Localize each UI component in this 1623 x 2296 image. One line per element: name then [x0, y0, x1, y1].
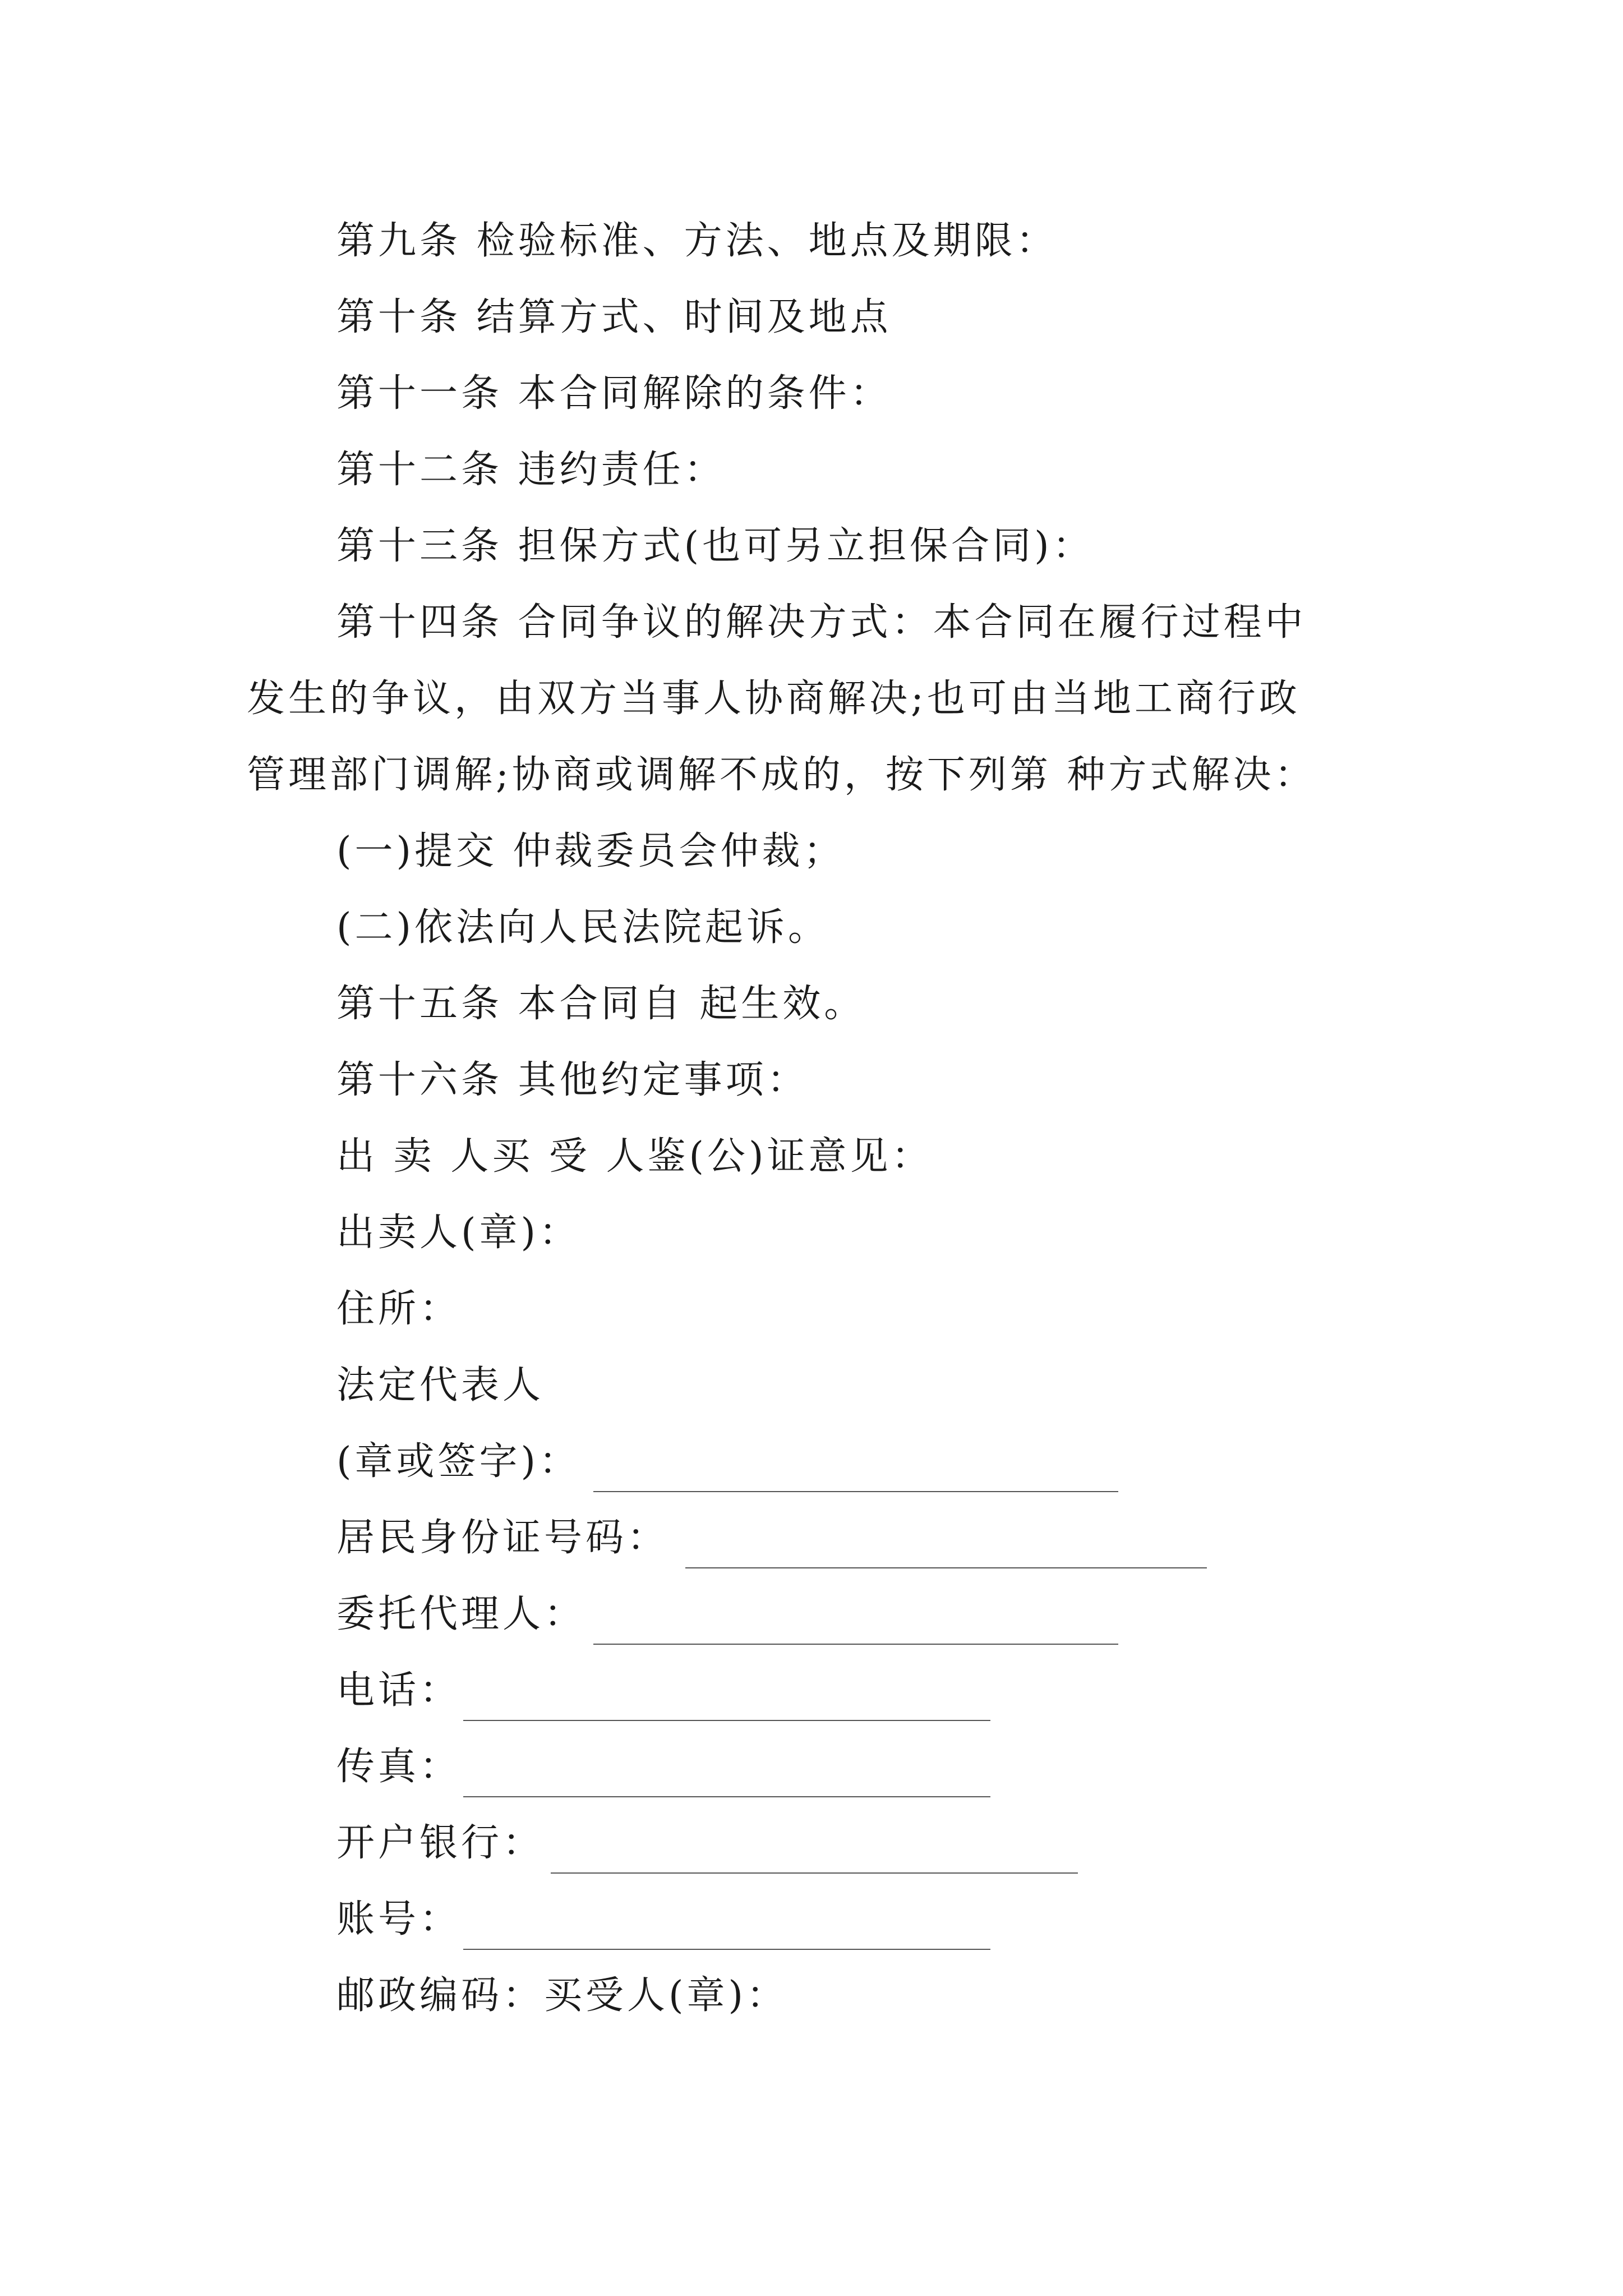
- clause-12: 第十二条 违约责任：: [336, 448, 726, 492]
- id-number-field[interactable]: [685, 1567, 1207, 1568]
- dispute-option-1: (一)提交 仲裁委员会仲裁；: [336, 829, 845, 873]
- clause-15: 第十五条 本合同自 起生效。: [336, 982, 866, 1026]
- bank-field[interactable]: [551, 1872, 1078, 1874]
- address-label: 住所：: [336, 1287, 462, 1331]
- seal-or-signature-label: (章或签字)：: [336, 1439, 581, 1484]
- legal-representative-label: 法定代表人: [336, 1363, 545, 1407]
- phone-field[interactable]: [463, 1720, 990, 1721]
- signature-header: 出 卖 人买 受 人鉴(公)证意见：: [336, 1134, 933, 1179]
- clause-13: 第十三条 担保方式(也可另立担保合同)：: [336, 524, 1094, 568]
- account-field[interactable]: [463, 1949, 990, 1950]
- account-label: 账号：: [336, 1897, 462, 1941]
- id-number-label: 居民身份证号码：: [336, 1516, 669, 1560]
- clause-14-continued: 发生的争议，由双方当事人协商解决;也可由当地工商行政: [247, 677, 1301, 721]
- phone-label: 电话：: [336, 1668, 462, 1713]
- clause-16: 第十六条 其他约定事项：: [336, 1058, 809, 1102]
- fax-label: 传真：: [336, 1745, 462, 1789]
- fax-field[interactable]: [463, 1796, 990, 1797]
- seal-or-signature-field[interactable]: [593, 1491, 1118, 1492]
- clause-11: 第十一条 本合同解除的条件：: [336, 371, 892, 416]
- bank-label: 开户银行：: [336, 1821, 545, 1865]
- clause-9: 第九条 检验标准、方法、地点及期限：: [336, 219, 1058, 263]
- dispute-option-2: (二)依法向人民法院起诉。: [336, 905, 830, 950]
- postal-code-label: 邮政编码：买受人(章)：: [336, 1973, 789, 2018]
- seller-seal-label: 出卖人(章)：: [336, 1211, 581, 1255]
- agent-label: 委托代理人：: [336, 1592, 586, 1636]
- agent-field[interactable]: [593, 1644, 1118, 1645]
- clause-14: 第十四条 合同争议的解决方式：本合同在履行过程中: [336, 600, 1307, 645]
- clause-10: 第十条 结算方式、时间及地点: [336, 295, 892, 339]
- clause-14-continued: 管理部门调解;协商或调解不成的，按下列第 种方式解决：: [247, 753, 1316, 797]
